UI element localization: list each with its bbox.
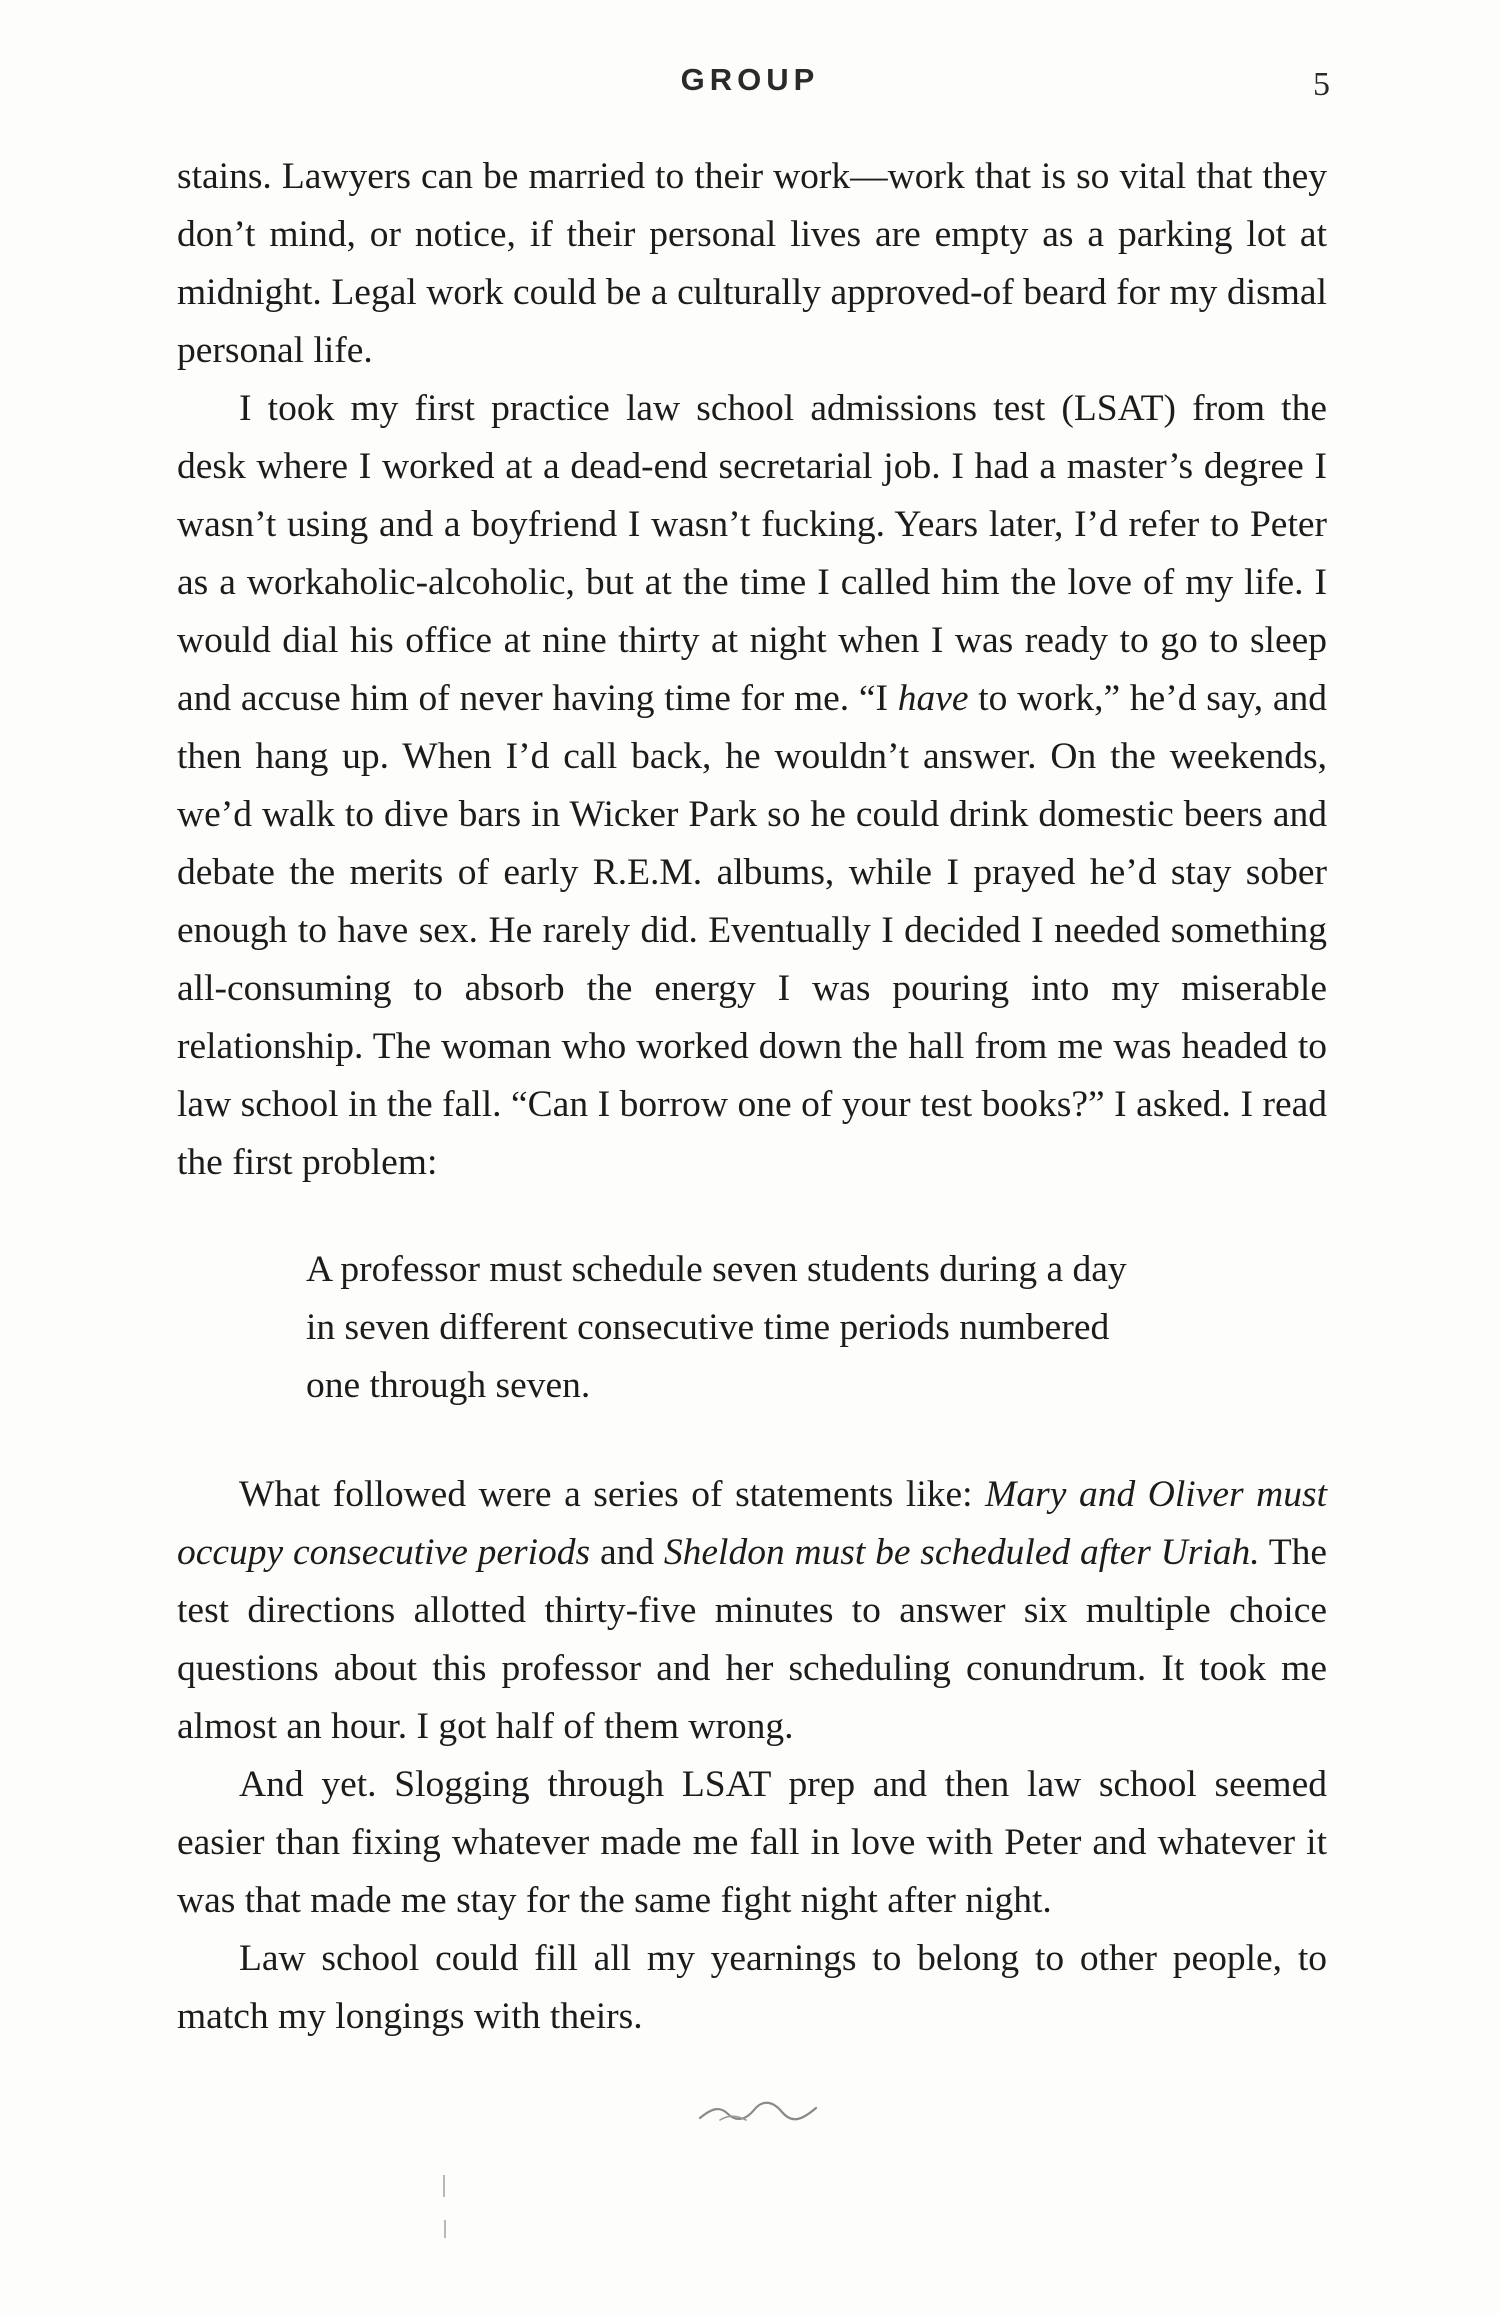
paragraph-3-emphasis-1: Mary and Oliver must occupy consecutive periods: [177, 1474, 1327, 1573]
paragraph-3: [177, 1466, 1327, 1756]
paragraph-2-part-b: to work,” he’d say, and then hang up. When I’d call back, he wouldn’t answer. On the weekends, we’d walk to dive bars in Wicker Park so he could drink domestic beers and debate the merits of early R.E.M. albums, while I prayed he’d stay sober enough to have sex. He rarely did. Eventually I decided I needed something all-consuming to absorb the energy I was pouring into my miserable relationship. The woman who worked down the hall from me was headed to law school in the fall. “Can I borrow one of your test books?” I asked. I read the first problem:: [177, 678, 1327, 1183]
paragraph-2: [177, 380, 1327, 1192]
paragraph-5: Law school could fill all my yearnings to belong to other people, to match my longings with theirs.: [177, 1938, 1327, 2037]
paragraph-3-part-b: and: [590, 1532, 664, 1573]
scan-edge-mark: [444, 2220, 446, 2238]
paragraph-4: And yet. Slogging through LSAT prep and then law school seemed easier than fixing whatever made me fall in love with Peter and whatever it was that made me stay for the same fight night after night.: [177, 1764, 1327, 1921]
body-text: [177, 148, 1327, 2046]
quote-line-2: in seven different consecutive time periods numbered: [306, 1307, 1110, 1348]
paragraph-3-part-a: What followed were a series of statements like:: [239, 1474, 986, 1515]
quote-line-3: one through seven.: [306, 1365, 591, 1406]
quote-line-1: A professor must schedule seven students during a day: [306, 1249, 1127, 1290]
paragraph-3-part-c: The test directions allotted thirty-five minutes to answer six multiple choice questions about this professor and her scheduling conundrum. It took me almost an hour. I got half of them wrong.: [177, 1532, 1327, 1747]
block-quote: [177, 1241, 1327, 1415]
paragraph-2-part-a: I took my first practice law school admissions test (LSAT) from the desk where I worked at a dead-end secretarial job. I had a master’s degree I wasn’t using and a boyfriend I wasn’t fucking. Years later, I’d refer to Peter as a workaholic-alcoholic, but at the time I called him the love of my life. I would dial his office at nine thirty at night when I was ready to go to sleep and accuse him of never having time for me. “I: [177, 388, 1327, 719]
paragraph-1: stains. Lawyers can be married to their work—work that is so vital that they don’t mind, or notice, if their personal lives are empty as a parking lot at midnight. Legal work could be a culturally approved-of beard for my dismal personal life.: [177, 156, 1327, 371]
scan-edge-mark: [443, 2175, 445, 2197]
running-head: [0, 58, 1500, 108]
running-title: GROUP: [680, 62, 820, 97]
section-break-ornament: [690, 2090, 830, 2130]
paragraph-3-emphasis-2: Sheldon must be scheduled after Uriah.: [663, 1532, 1260, 1573]
page-number: 5: [1313, 66, 1330, 103]
paragraph-2-emphasis: have: [897, 678, 969, 719]
